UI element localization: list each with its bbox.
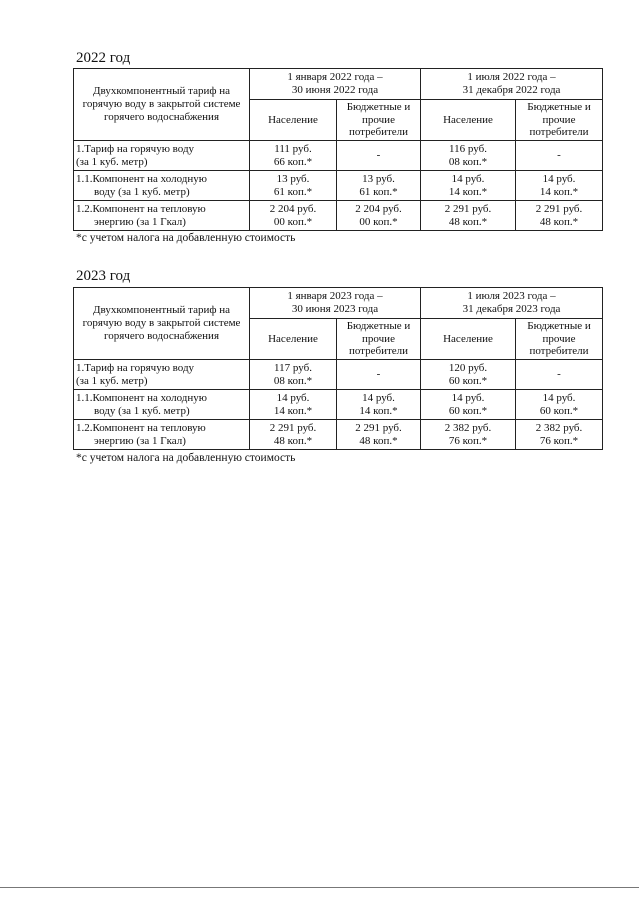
row-label: 1.1.Компонент на холодную воду (за 1 куб. метр) [74, 390, 250, 420]
value-cell: - [337, 360, 421, 390]
value-cell: 13 руб. 61 коп.* [250, 171, 337, 201]
period-header-1: 1 января 2023 года – 30 июня 2023 года [250, 288, 421, 319]
row-label: 1.1.Компонент на холодную воду (за 1 куб. метр) [74, 171, 250, 201]
vat-footnote: *с учетом налога на добавленную стоимость [76, 232, 296, 244]
year-heading-2022: 2022 год [76, 50, 131, 66]
value-cell: 2 204 руб. 00 коп.* [250, 201, 337, 231]
col-header-budget: Бюджетные и прочие потребители [337, 100, 421, 141]
period-header-2: 1 июля 2022 года – 31 декабря 2022 года [421, 69, 603, 100]
value-cell: 14 руб. 60 коп.* [421, 390, 516, 420]
table-header-main: Двухкомпонентный тариф на горячую воду в закрытой системе горячего водоснабжения [74, 69, 250, 141]
row-label: 1.2.Компонент на тепловую энергию (за 1 Гкал) [74, 420, 250, 450]
table-row [74, 420, 603, 450]
value-cell: 2 291 руб. 48 коп.* [516, 201, 603, 231]
period-header-1: 1 января 2022 года – 30 июня 2022 года [250, 69, 421, 100]
value-cell: 2 382 руб. 76 коп.* [421, 420, 516, 450]
row-label: 1.Тариф на горячую воду (за 1 куб. метр) [74, 141, 250, 171]
period-header-2: 1 июля 2023 года – 31 декабря 2023 года [421, 288, 603, 319]
value-cell: 13 руб. 61 коп.* [337, 171, 421, 201]
value-cell: 14 руб. 14 коп.* [250, 390, 337, 420]
bottom-divider [0, 887, 639, 888]
row-label: 1.2.Компонент на тепловую энергию (за 1 Гкал) [74, 201, 250, 231]
col-header-budget: Бюджетные и прочие потребители [337, 319, 421, 360]
table-row [74, 171, 603, 201]
value-cell: 117 руб. 08 коп.* [250, 360, 337, 390]
col-header-population: Население [250, 100, 337, 141]
value-cell: 2 291 руб. 48 коп.* [250, 420, 337, 450]
value-cell: 116 руб. 08 коп.* [421, 141, 516, 171]
col-header-population: Население [421, 100, 516, 141]
value-cell: 14 руб. 14 коп.* [516, 171, 603, 201]
row-label: 1.Тариф на горячую воду (за 1 куб. метр) [74, 360, 250, 390]
value-cell: 14 руб. 60 коп.* [516, 390, 603, 420]
year-heading-2023: 2023 год [76, 268, 131, 284]
value-cell: 120 руб. 60 коп.* [421, 360, 516, 390]
value-cell: 14 руб. 14 коп.* [337, 390, 421, 420]
tariff-table-2023 [73, 287, 603, 450]
value-cell: - [337, 141, 421, 171]
table-row [74, 390, 603, 420]
value-cell: 2 382 руб. 76 коп.* [516, 420, 603, 450]
tariff-table-2022 [73, 68, 603, 231]
value-cell: 14 руб. 14 коп.* [421, 171, 516, 201]
value-cell: 2 291 руб. 48 коп.* [337, 420, 421, 450]
value-cell: - [516, 141, 603, 171]
col-header-budget: Бюджетные и прочие потребители [516, 100, 603, 141]
table-row [74, 360, 603, 390]
vat-footnote: *с учетом налога на добавленную стоимость [76, 452, 296, 464]
value-cell: 111 руб. 66 коп.* [250, 141, 337, 171]
value-cell: 2 291 руб. 48 коп.* [421, 201, 516, 231]
table-row [74, 201, 603, 231]
col-header-population: Население [250, 319, 337, 360]
col-header-population: Население [421, 319, 516, 360]
value-cell: - [516, 360, 603, 390]
table-row [74, 141, 603, 171]
col-header-budget: Бюджетные и прочие потребители [516, 319, 603, 360]
table-header-main: Двухкомпонентный тариф на горячую воду в закрытой системе горячего водоснабжения [74, 288, 250, 360]
value-cell: 2 204 руб. 00 коп.* [337, 201, 421, 231]
